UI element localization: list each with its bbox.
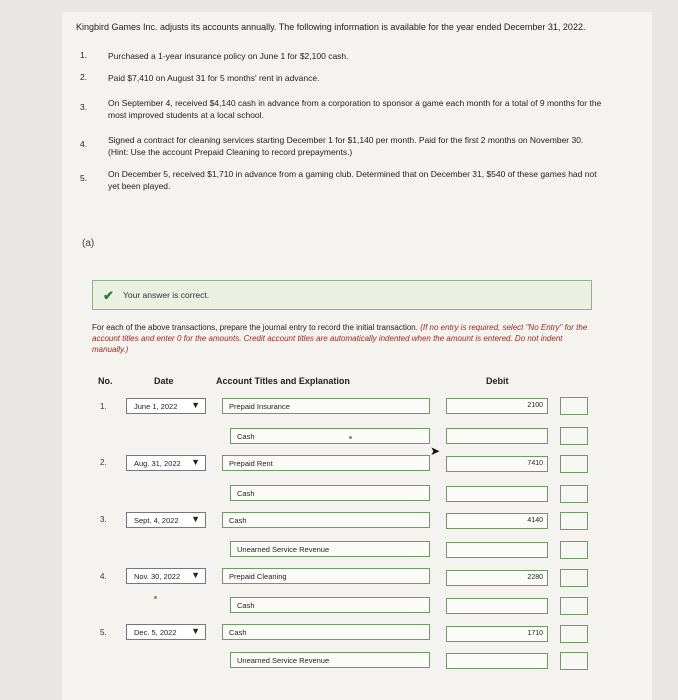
credit-amount-input[interactable] (560, 485, 588, 503)
credit-amount-input[interactable] (560, 625, 588, 643)
entry-number: 3. (100, 515, 107, 524)
checkmark-icon: ✔ (103, 288, 114, 303)
date-select[interactable] (126, 624, 206, 640)
chevron-down-icon: ▼ (191, 400, 200, 410)
chevron-down-icon: ▼ (191, 514, 200, 524)
entry-number: 1. (100, 402, 107, 411)
credit-account-input[interactable]: Unearned Service Revenue (230, 652, 430, 668)
instructions-main: For each of the above transactions, prepare the journal entry to record the initial transaction. (92, 323, 418, 332)
debit-account-input[interactable]: Cash (222, 624, 430, 640)
entry-number: 5. (100, 628, 107, 637)
item-number: 3. (80, 102, 88, 112)
debit-amount-input[interactable]: 1710 (446, 626, 548, 642)
item-text: Purchased a 1-year insurance policy on June 1 for $2,100 cash. (108, 51, 349, 61)
entry-number: 2. (100, 458, 107, 467)
credit-amount-input[interactable] (560, 455, 588, 473)
date-value: Sept. 4, 2022 (134, 516, 179, 525)
debit-account-input[interactable]: Prepaid Cleaning (222, 568, 430, 584)
debit-amount-input[interactable] (446, 542, 548, 558)
debit-amount-input[interactable] (446, 428, 548, 444)
chevron-down-icon: ▼ (191, 457, 200, 467)
item-number: 4. (80, 139, 88, 149)
dot-mark (154, 596, 157, 599)
credit-account-input[interactable]: Cash (230, 485, 430, 501)
instructions-note: (If no entry is required, select "No Entry" for the account titles and enter 0 for the amounts. Credit account titles are automatically indented when the amount is entered. Do not indent manually.) (92, 323, 588, 354)
item-text: Signed a contract for cleaning services starting December 1 for $1,140 per month. Paid for the first 2 months on November 30. (Hint: Use the account Prepaid Cleaning to record prepayments.) (108, 135, 584, 157)
chevron-down-icon: ▼ (191, 626, 200, 636)
dot-mark (349, 436, 352, 439)
item-text: Paid $7,410 on August 31 for 5 months' rent in advance. (108, 73, 320, 83)
debit-amount-input[interactable]: 4140 (446, 513, 548, 529)
item-number: 1. (80, 50, 88, 60)
header-date: Date (154, 376, 174, 386)
part-label: (a) (82, 238, 95, 249)
feedback-message: Your answer is correct. (123, 290, 210, 300)
debit-amount-input[interactable]: 2100 (446, 398, 548, 414)
answer-correct-banner (92, 280, 592, 310)
date-value: Nov. 30, 2022 (134, 572, 181, 581)
item-number: 5. (80, 173, 88, 183)
credit-amount-input[interactable] (560, 597, 588, 615)
debit-account-input[interactable]: Cash (222, 512, 430, 528)
debit-amount-input[interactable] (446, 486, 548, 502)
credit-account-input[interactable]: Cash (230, 428, 430, 444)
debit-account-input[interactable]: Prepaid Insurance (222, 398, 430, 414)
credit-amount-input[interactable] (560, 541, 588, 559)
debit-amount-input[interactable] (446, 653, 548, 669)
credit-amount-input[interactable] (560, 652, 588, 670)
debit-amount-input[interactable]: 7410 (446, 456, 548, 472)
credit-amount-input[interactable] (560, 427, 588, 445)
mouse-cursor-icon: ➤ (430, 444, 441, 458)
credit-account-input[interactable]: Cash (230, 597, 430, 613)
item-number: 2. (80, 72, 88, 82)
item-text: On September 4, received $4,140 cash in advance from a corporation to sponsor a game each month for a total of 9 months for the most improved students at a local school. (108, 98, 602, 120)
date-select[interactable] (126, 568, 206, 584)
debit-amount-input[interactable]: 2280 (446, 570, 548, 586)
credit-amount-input[interactable] (560, 397, 588, 415)
header-no: No. (98, 376, 113, 386)
entry-number: 4. (100, 572, 107, 581)
instructions (92, 322, 592, 355)
date-select[interactable] (126, 455, 206, 471)
debit-amount-input[interactable] (446, 598, 548, 614)
item-text: On December 5, received $1,710 in advance from a gaming club. Determined that on December 31, $540 of these games had not yet been played. (108, 169, 597, 191)
header-account: Account Titles and Explanation (216, 376, 350, 386)
problem-intro: Kingbird Games Inc. adjusts its accounts annually. The following information is available for the year ended December 31, 2022. (76, 22, 586, 32)
header-debit: Debit (486, 376, 509, 386)
credit-account-input[interactable]: Unearned Service Revenue (230, 541, 430, 557)
debit-account-input[interactable]: Prepaid Rent (222, 455, 430, 471)
date-select[interactable] (126, 398, 206, 414)
date-value: Dec. 5, 2022 (134, 628, 177, 637)
credit-amount-input[interactable] (560, 569, 588, 587)
chevron-down-icon: ▼ (191, 570, 200, 580)
date-value: June 1, 2022 (134, 402, 178, 411)
credit-amount-input[interactable] (560, 512, 588, 530)
date-select[interactable] (126, 512, 206, 528)
date-value: Aug. 31, 2022 (134, 459, 181, 468)
